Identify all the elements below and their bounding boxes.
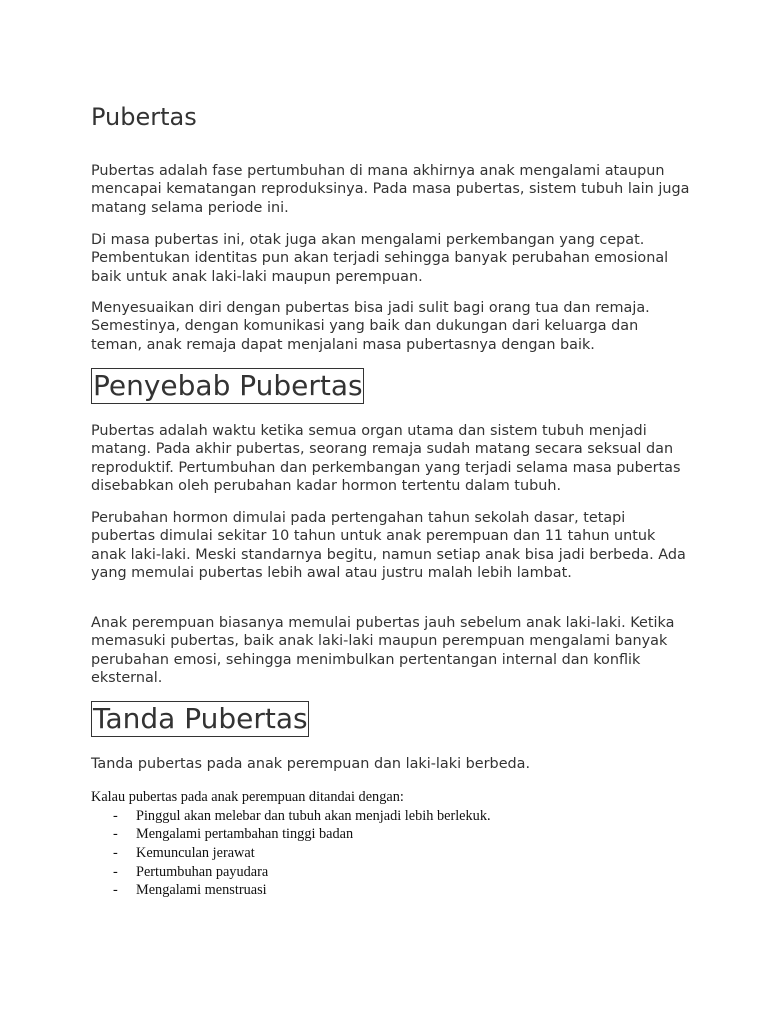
causes-paragraph-3: Anak perempuan biasanya memulai pubertas jauh sebelum anak laki-laki. Ketika memasuki pubertas, baik anak laki-laki maupun perempuan mengalami banyak perubahan emosi, sehingga menimbulkan pertentangan internal dan konflik eksternal. <box>91 615 675 686</box>
list-item-text: Pertumbuhan payudara <box>136 863 269 880</box>
page-title: Pubertas <box>91 103 197 131</box>
list-item-text: Kemunculan jerawat <box>136 845 255 862</box>
list-item-text: Mengalami pertambahan tinggi badan <box>136 826 354 843</box>
list-item <box>91 863 404 882</box>
intro-paragraph-2: Di masa pubertas ini, otak juga akan mengalami perkembangan yang cepat. Pembentukan identitas pun akan terjadi sehingga banyak perubahan emosional baik untuk anak laki-laki maupun perempuan. <box>91 232 669 285</box>
section-heading-causes: Penyebab Pubertas <box>93 369 363 402</box>
girls-signs-list <box>91 807 491 900</box>
section-heading-signs: Tanda Pubertas <box>93 702 308 735</box>
list-item <box>91 825 404 844</box>
bullet-dash: - <box>113 863 118 880</box>
causes-paragraph-1: Pubertas adalah waktu ketika semua organ utama dan sistem tubuh menjadi matang. Pada akhir pubertas, seorang remaja sudah matang secara seksual dan reproduktif. Pertumbuhan dan perkembangan yang terjadi selama masa pubertas disebabkan oleh perubahan kadar hormon tertentu dalam tubuh. <box>91 423 681 494</box>
bullet-dash: - <box>113 845 118 862</box>
intro-paragraph-1: Pubertas adalah fase pertumbuhan di mana akhirnya anak mengalami ataupun mencapai kematangan reproduksinya. Pada masa pubertas, sistem tubuh lain juga matang selama periode ini. <box>91 163 690 216</box>
list-item-text: Pinggul akan melebar dan tubuh akan menjadi lebih berlekuk. <box>136 807 491 824</box>
girls-signs-block <box>91 788 491 900</box>
bullet-dash: - <box>113 826 118 843</box>
girls-signs-intro: Kalau pubertas pada anak perempuan ditandai dengan: <box>91 789 404 805</box>
bullet-dash: - <box>113 807 118 824</box>
bullet-dash: - <box>113 882 118 899</box>
signs-intro-paragraph: Tanda pubertas pada anak perempuan dan laki-laki berbeda. <box>91 756 531 772</box>
list-item-text: Mengalami menstruasi <box>136 882 267 899</box>
causes-paragraph-2: Perubahan hormon dimulai pada pertengahan tahun sekolah dasar, tetapi pubertas dimulai sekitar 10 tahun untuk anak perempuan dan 11 tahun untuk anak laki-laki. Meski standarnya begitu, namun setiap anak bisa jadi berbeda. Ada yang memulai pubertas lebih awal atau justru malah lebih lambat. <box>91 510 686 581</box>
list-item <box>91 807 491 826</box>
intro-paragraph-3: Menyesuaikan diri dengan pubertas bisa jadi sulit bagi orang tua dan remaja. Semestinya, dengan komunikasi yang baik dan dukungan dari keluarga dan teman, anak remaja dapat menjalani masa pubertasnya dengan baik. <box>91 300 650 353</box>
list-item <box>91 844 404 863</box>
list-item <box>91 881 404 900</box>
